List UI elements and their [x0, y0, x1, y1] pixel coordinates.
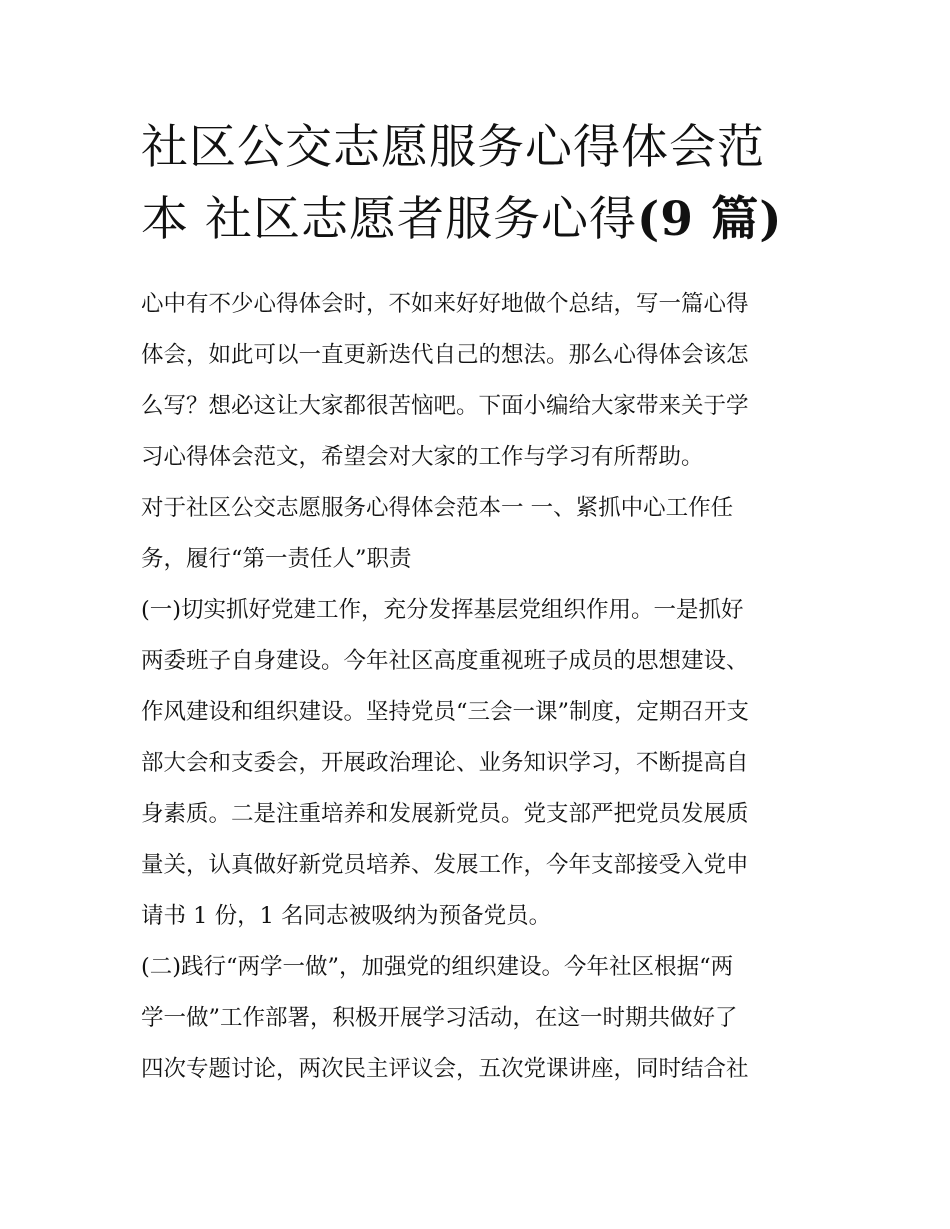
- body-line: 身素质。二是注重培养和发展新党员。党支部严把党员发展质: [141, 801, 749, 827]
- document-body: [141, 279, 811, 1095]
- body-line: 两委班子自身建设。今年社区高度重视班子成员的思想建设、: [141, 648, 749, 674]
- title-line-2-prefix: 本 社区志愿者服务心得: [141, 192, 637, 247]
- document-title: [141, 112, 811, 256]
- body-line: 么写？想必这让大家都很苦恼吧。下面小编给大家带来关于学: [141, 393, 749, 419]
- body-line: 对于社区公交志愿服务心得体会范本一 一、紧抓中心工作任: [141, 495, 734, 521]
- body-line: 量关，认真做好新党员培养、发展工作，今年支部接受入党申: [141, 852, 749, 878]
- title-line-1: 社区公交志愿服务心得体会范: [141, 120, 765, 175]
- body-line: 四次专题讨论，两次民主评议会，五次党课讲座，同时结合社: [141, 1056, 749, 1082]
- title-line-2-suffix: (9 篇): [636, 192, 783, 247]
- body-line: 习心得体会范文，希望会对大家的工作与学习有所帮助。: [141, 444, 704, 470]
- body-line: 学一做”工作部署，积极开展学习活动，在这一时期共做好了: [141, 1005, 738, 1031]
- body-line: 体会，如此可以一直更新迭代自己的想法。那么心得体会该怎: [141, 342, 749, 368]
- title-block: [141, 112, 811, 256]
- body-line: (二)践行“两学一做”，加强党的组织建设。今年社区根据“两: [141, 954, 734, 980]
- body-line: 请书 1 份，1 名同志被吸纳为预备党员。: [141, 903, 552, 929]
- body-line: 部大会和支委会，开展政治理论、业务知识学习，不断提高自: [141, 750, 749, 776]
- body-line: 心中有不少心得体会时，不如来好好地做个总结，写一篇心得: [141, 291, 749, 317]
- body-line: 作风建设和组织建设。坚持党员“三会一课”制度，定期召开支: [141, 699, 750, 725]
- body-line: (一)切实抓好党建工作，充分发挥基层党组织作用。一是抓好: [141, 597, 744, 623]
- document-content: [141, 112, 811, 1095]
- body-line: 务，履行“第一责任人”职责: [141, 546, 412, 572]
